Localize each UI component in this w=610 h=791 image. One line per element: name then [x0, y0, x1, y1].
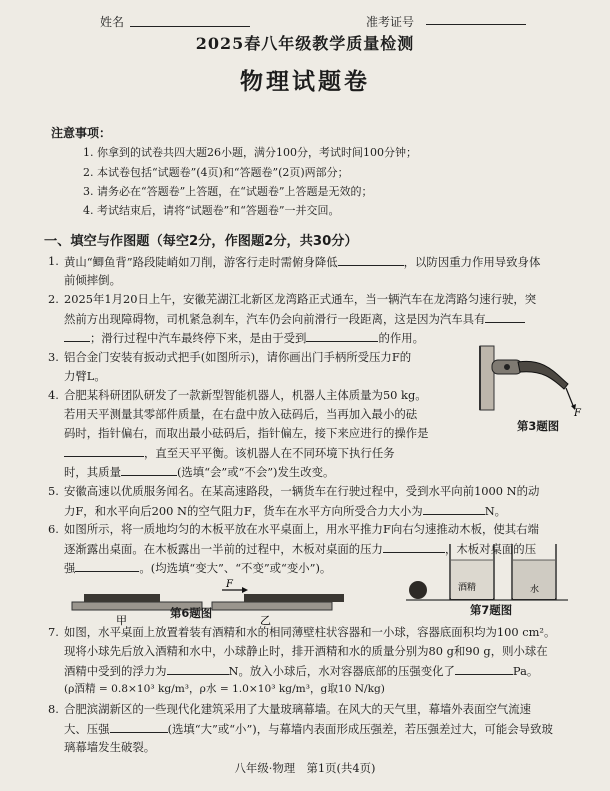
table-top-b — [212, 602, 332, 610]
notes-heading: 注意事项： — [51, 126, 112, 140]
question-number: 1. — [48, 254, 59, 268]
answer-blank[interactable] — [485, 309, 525, 323]
exam-title: 2025春八年级教学质量检测 — [195, 34, 415, 53]
containers-and-ball-figure — [402, 540, 572, 602]
question-number: 6. — [48, 522, 59, 536]
question-line: 酒精中受到的浮力为 N。放入小球后，水对容器底部的压强变化了 Pa。 — [64, 661, 584, 681]
paper-title: 物理试题卷 — [240, 68, 370, 95]
water-label: 水 — [530, 585, 540, 595]
question-line: 然前方出现障碍物，司机紧急刹车，汽车仍会向前滑行一段距离，这是因为汽车具有 — [64, 309, 584, 329]
question-number: 2. — [48, 292, 59, 306]
name-blank[interactable] — [130, 26, 250, 27]
answer-blank[interactable] — [64, 443, 144, 457]
question-line: 若用天平测量其零部件质量，在右盘中放入砝码后，当再加入最小的砝 — [64, 407, 418, 421]
question-number: 8. — [48, 702, 59, 716]
figure-label-b: 乙 — [260, 614, 271, 627]
figure-caption: 第7题图 — [470, 603, 513, 617]
question-number: 3. — [48, 350, 59, 364]
question-line: 铝合金门安装有扳动式把手(如图所示)，请你画出门手柄所受压力F的 — [64, 350, 412, 364]
exam-id-blank[interactable] — [426, 24, 526, 25]
force-arrow — [566, 388, 574, 408]
question-line: 安徽高速以优质服务闻名。在某高速路段，一辆货车在行驶过程中，受到水平向前1000 N的动 — [64, 484, 540, 498]
plank-a — [84, 594, 160, 602]
push-arrowhead — [242, 587, 248, 593]
small-ball — [409, 581, 427, 599]
question-number: 5. — [48, 484, 59, 498]
question-line: 前倾摔倒。 — [64, 273, 121, 287]
answer-blank[interactable] — [110, 719, 168, 733]
figure-caption: 第6题图 — [170, 606, 213, 620]
question-line: ；滑行过程中汽车最终停下来，是由于受到 的作用。 — [64, 328, 584, 348]
answer-blank[interactable] — [338, 252, 404, 266]
exam-id-label: 准考证号 — [366, 15, 415, 29]
question-line: ，直至天平平衡。该机器人在不同环境下执行任务 — [64, 443, 494, 463]
door-plate — [480, 346, 494, 410]
note-item: 1. 你拿到的试卷共四大题26小题，满分100分，考试时间100分钟； — [83, 146, 417, 159]
note-item: 2. 本试卷包括“试题卷”(4页)和“答题卷”(2页)两部分； — [83, 166, 349, 179]
question-line: 如图所示，将一质地均匀的木板平放在水平桌面上，用水平推力F向右匀速推动木板，使其右端 — [64, 522, 539, 536]
question-line: 合肥滨湖新区的一些现代化建筑采用了大量玻璃幕墙。在风大的天气里，幕墙外表面空气流速 — [64, 702, 532, 716]
question-line: (ρ酒精 = 0.8×10³ kg/m³，ρ水 = 1.0×10³ kg/m³，g取10 N/kg) — [64, 683, 385, 695]
handle-lever — [518, 361, 568, 389]
name-label: 姓名 — [100, 15, 125, 29]
question-line: 力臂L。 — [64, 369, 106, 383]
question-line: 璃幕墙发生破裂。 — [64, 740, 156, 754]
question-line: 大、压强 (选填“大”或“小”)，与幕墙内表面形成压强差，若压强差过大，可能会导致玻 — [64, 719, 584, 739]
push-force-label: F — [226, 579, 233, 590]
question-line: 逐渐露出桌面。在木板露出一半前的过程中，木板对桌面的压力 ，木板对桌面的压 — [64, 539, 584, 559]
question-line: 黄山“鲫鱼背”路段陡峭如刀削，游客行走时需俯身降低 ，以防因重力作用导致身体 — [64, 252, 584, 272]
page-footer: 八年级·物理 第1页(共4页) — [234, 761, 376, 775]
door-handle-figure — [474, 344, 584, 418]
note-item: 4. 考试结束后，请将“试题卷”和“答题卷”一并交回。 — [83, 204, 340, 217]
answer-blank[interactable] — [455, 661, 513, 675]
answer-blank[interactable] — [75, 558, 139, 572]
answer-blank[interactable] — [423, 501, 485, 515]
figure-label-a: 甲 — [116, 614, 127, 627]
section-heading: 一、填空与作图题（每空2分，作图题2分，共30分） — [44, 234, 358, 249]
alcohol-label: 酒精 — [458, 583, 477, 593]
question-number: 7. — [48, 625, 59, 639]
question-line: 合肥某科研团队研发了一款新型智能机器人，机器人主体质量为50 kg。 — [64, 388, 427, 402]
question-number: 4. — [48, 388, 59, 402]
handle-pivot — [504, 364, 510, 370]
note-item: 3. 请务必在“答题卷”上答题，在“试题卷”上答题是无效的； — [83, 185, 373, 198]
answer-blank[interactable] — [167, 661, 229, 675]
force-label: F — [574, 408, 581, 418]
answer-blank[interactable] — [121, 462, 177, 476]
question-line: 码时，指针偏右，而取出最小砝码后，指针偏左，接下来应进行的操作是 — [64, 426, 429, 440]
alcohol-liquid — [451, 560, 493, 599]
answer-blank[interactable] — [64, 328, 90, 342]
question-line: 强 。(均选填“变大”、“不变”或“变小”)。 — [64, 558, 584, 578]
figure-caption: 第3题图 — [517, 419, 560, 433]
answer-blank[interactable] — [306, 328, 378, 342]
question-line: 时，其质量 (选填“会”或“不会”)发生改变。 — [64, 462, 494, 482]
plank-b — [244, 594, 344, 602]
question-line: 力F，和水平向后200 N的空气阻力F，货车在水平方向所受合力大小为 N。 — [64, 501, 584, 521]
question-line: 如图，水平桌面上放置着装有酒精和水的相同薄壁柱状容器和一小球，容器底面积均为100 cm²。 — [64, 625, 556, 639]
question-line: 现将小球先后放入酒精和水中，小球静止时，排开酒精和水的质量分别为80 g和90 g，则小球在 — [64, 644, 548, 658]
question-line: 2025年1月20日上午，安徽芜湖江北新区龙湾路正式通车，当一辆汽车在龙湾路匀速行驶，突 — [64, 292, 537, 306]
